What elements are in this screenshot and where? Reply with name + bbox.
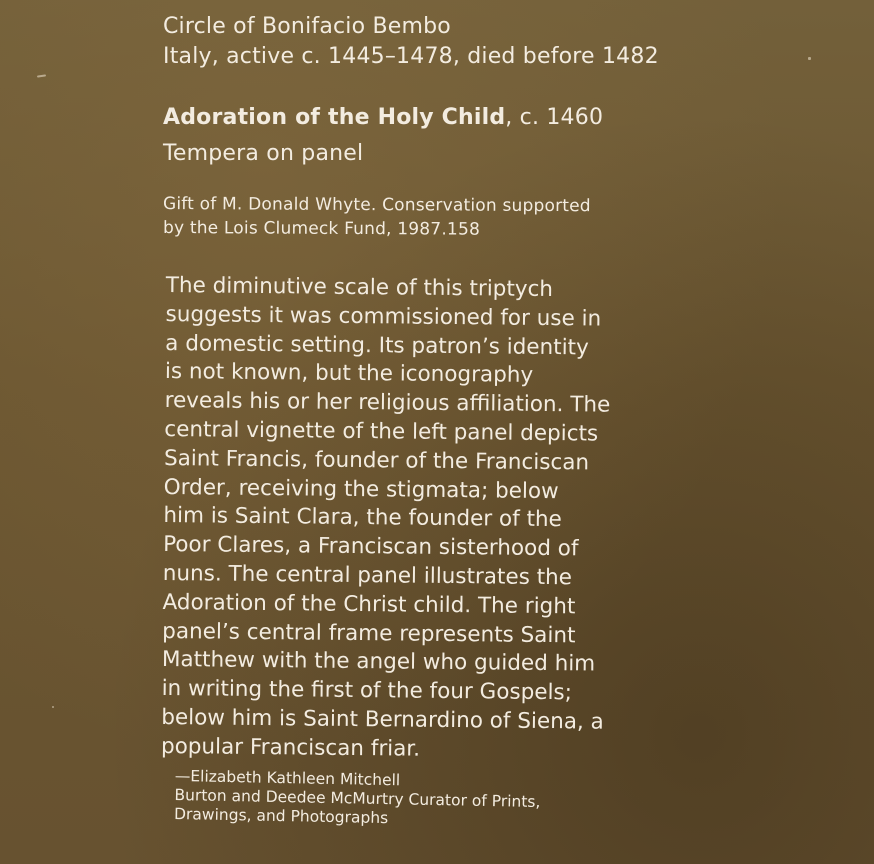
credit-line-1: Gift of M. Donald Whyte. Conservation supported <box>162 194 591 217</box>
description-line: Adoration of the Christ child. The right <box>162 589 576 620</box>
artwork-title: Adoration of the Holy Child <box>163 105 506 130</box>
description-line: panel’s central frame represents Saint <box>162 618 576 648</box>
description-line: The diminutive scale of this triptych <box>165 272 554 303</box>
description-line: in writing the first of the four Gospels; <box>161 676 573 706</box>
dust-speck <box>52 706 54 708</box>
artwork-title-line <box>163 105 603 130</box>
description-line: reveals his or her religious affiliation. The <box>164 388 611 418</box>
artist-name: Circle of Bonifacio Bembo <box>163 14 451 39</box>
description-text <box>161 272 686 767</box>
dust-speck <box>37 74 46 77</box>
byline-role: Burton and Deedee McMurtry Curator of Prints, <box>174 785 541 812</box>
description-line: Saint Francis, founder of the Franciscan <box>163 445 590 476</box>
description-line: Order, receiving the stigmata; below <box>163 474 559 504</box>
artwork-date: , c. 1460 <box>505 105 604 130</box>
description-line: Poor Clares, a Franciscan sisterhood of <box>163 532 579 562</box>
byline-role: Drawings, and Photographs <box>173 804 389 828</box>
description-line: is not known, but the iconography <box>164 359 534 389</box>
credit-line-2: by the Lois Clumeck Fund, 1987.158 <box>162 218 481 240</box>
description-line: suggests it was commissioned for use in <box>165 301 602 332</box>
description-line: Matthew with the angel who guided him <box>161 647 596 677</box>
description-line: below him is Saint Bernardino of Siena, a <box>161 704 604 735</box>
description-line: nuns. The central panel illustrates the <box>162 560 573 591</box>
artwork-medium: Tempera on panel <box>163 141 364 166</box>
artist-dates: Italy, active c. 1445–1478, died before 1482 <box>163 44 659 69</box>
description-line: him is Saint Clara, the founder of the <box>163 503 562 533</box>
description-line: a domestic setting. Its patron’s identity <box>165 330 589 361</box>
description-line: central vignette of the left panel depicts <box>164 416 599 447</box>
byline-author: —Elizabeth Kathleen Mitchell <box>174 767 401 790</box>
dust-speck <box>808 57 811 60</box>
description-line: popular Franciscan friar. <box>160 733 421 762</box>
byline <box>174 767 541 831</box>
